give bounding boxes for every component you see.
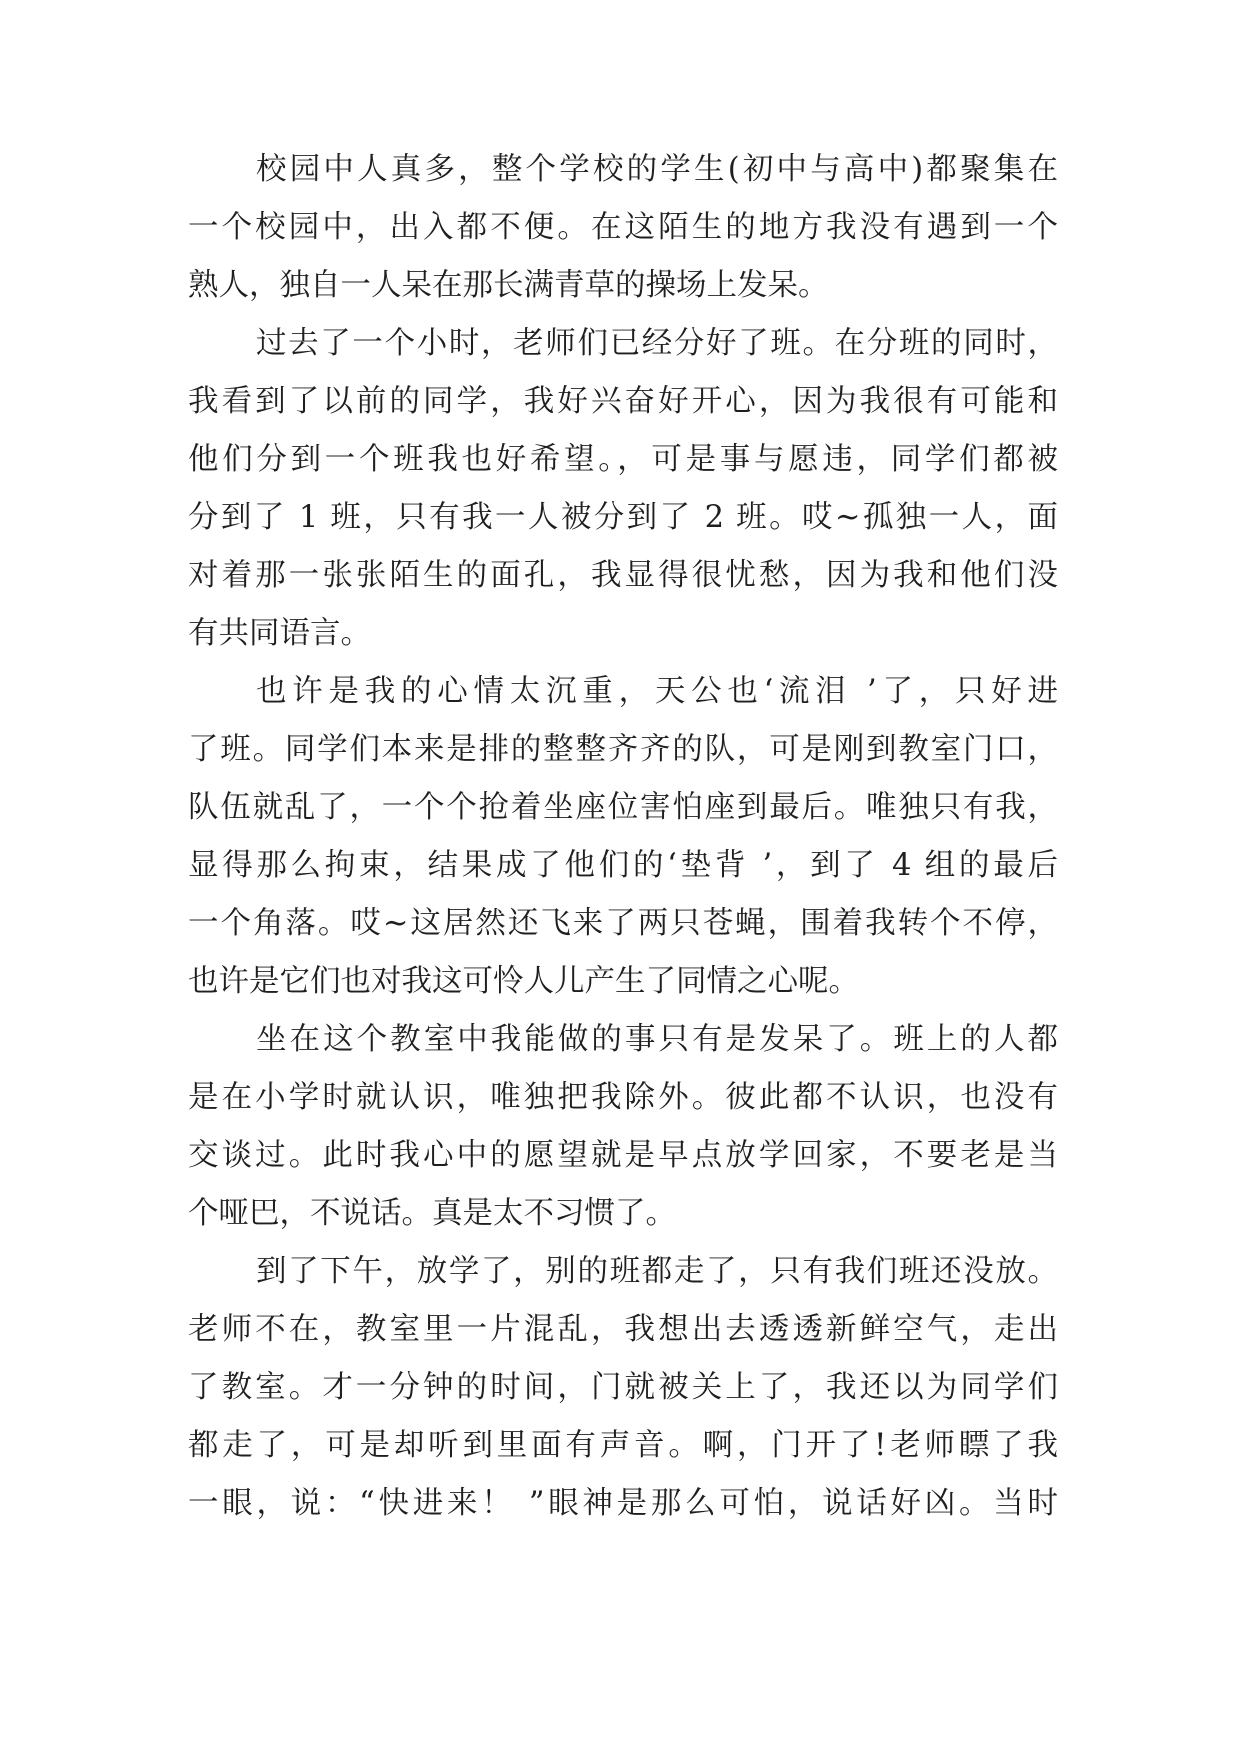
text-line: 分到了 1 班，只有我一人被分到了 2 班。哎~孤独一人，面 [188, 500, 1058, 535]
text-line: 是在小学时就认识，唯独把我除外。彼此都不认识，也没有 [188, 1080, 1058, 1115]
text-line: 一个角落。哎~这居然还飞来了两只苍蝇，围着我转个不停， [188, 906, 1058, 941]
text-line: 老师不在，教室里一片混乱，我想出去透透新鲜空气，走出 [188, 1312, 1058, 1347]
text-line: 过去了一个小时，老师们已经分好了班。在分班的同时， [256, 326, 1058, 361]
text-line: 他们分到一个班我也好希望。，可是事与愿违，同学们都被 [188, 442, 1058, 477]
text-line: 了教室。才一分钟的时间，门就被关上了，我还以为同学们 [188, 1370, 1058, 1405]
text-line: 都走了，可是却听到里面有声音。啊，门开了!老师瞟了我 [188, 1428, 1058, 1463]
text-line: 个哑巴，不说话。真是太不习惯了。 [188, 1196, 676, 1231]
text-line: 有共同语言。 [188, 616, 371, 651]
text-line: 对着那一张张陌生的面孔，我显得很忧愁，因为我和他们没 [188, 558, 1058, 593]
text-line: 一眼，说：“快进来！ ”眼神是那么可怕，说话好凶。当时 [188, 1486, 1058, 1521]
text-line: 了班。同学们本来是排的整整齐齐的队，可是刚到教室门口， [188, 732, 1058, 767]
text-line: 队伍就乱了，一个个抢着坐座位害怕座到最后。唯独只有我， [188, 790, 1058, 825]
text-line: 到了下午，放学了，别的班都走了，只有我们班还没放。 [256, 1254, 1058, 1289]
text-line: 一个校园中，出入都不便。在这陌生的地方我没有遇到一个 [188, 210, 1058, 245]
text-line: 校园中人真多，整个学校的学生(初中与高中)都聚集在 [256, 152, 1058, 187]
text-line: 也许是它们也对我这可怜人儿产生了同情之心呢。 [188, 964, 859, 999]
text-line: 我看到了以前的同学，我好兴奋好开心，因为我很有可能和 [188, 384, 1058, 419]
text-line: 交谈过。此时我心中的愿望就是早点放学回家，不要老是当 [188, 1138, 1058, 1173]
text-line: 也许是我的心情太沉重，天公也‘流泪 ’了，只好进 [256, 674, 1058, 709]
text-line: 坐在这个教室中我能做的事只有是发呆了。班上的人都 [256, 1022, 1058, 1057]
text-line: 显得那么拘束，结果成了他们的‘垫背 ’，到了 4 组的最后 [188, 848, 1058, 883]
text-line: 熟人，独自一人呆在那长满青草的操场上发呆。 [188, 268, 829, 303]
